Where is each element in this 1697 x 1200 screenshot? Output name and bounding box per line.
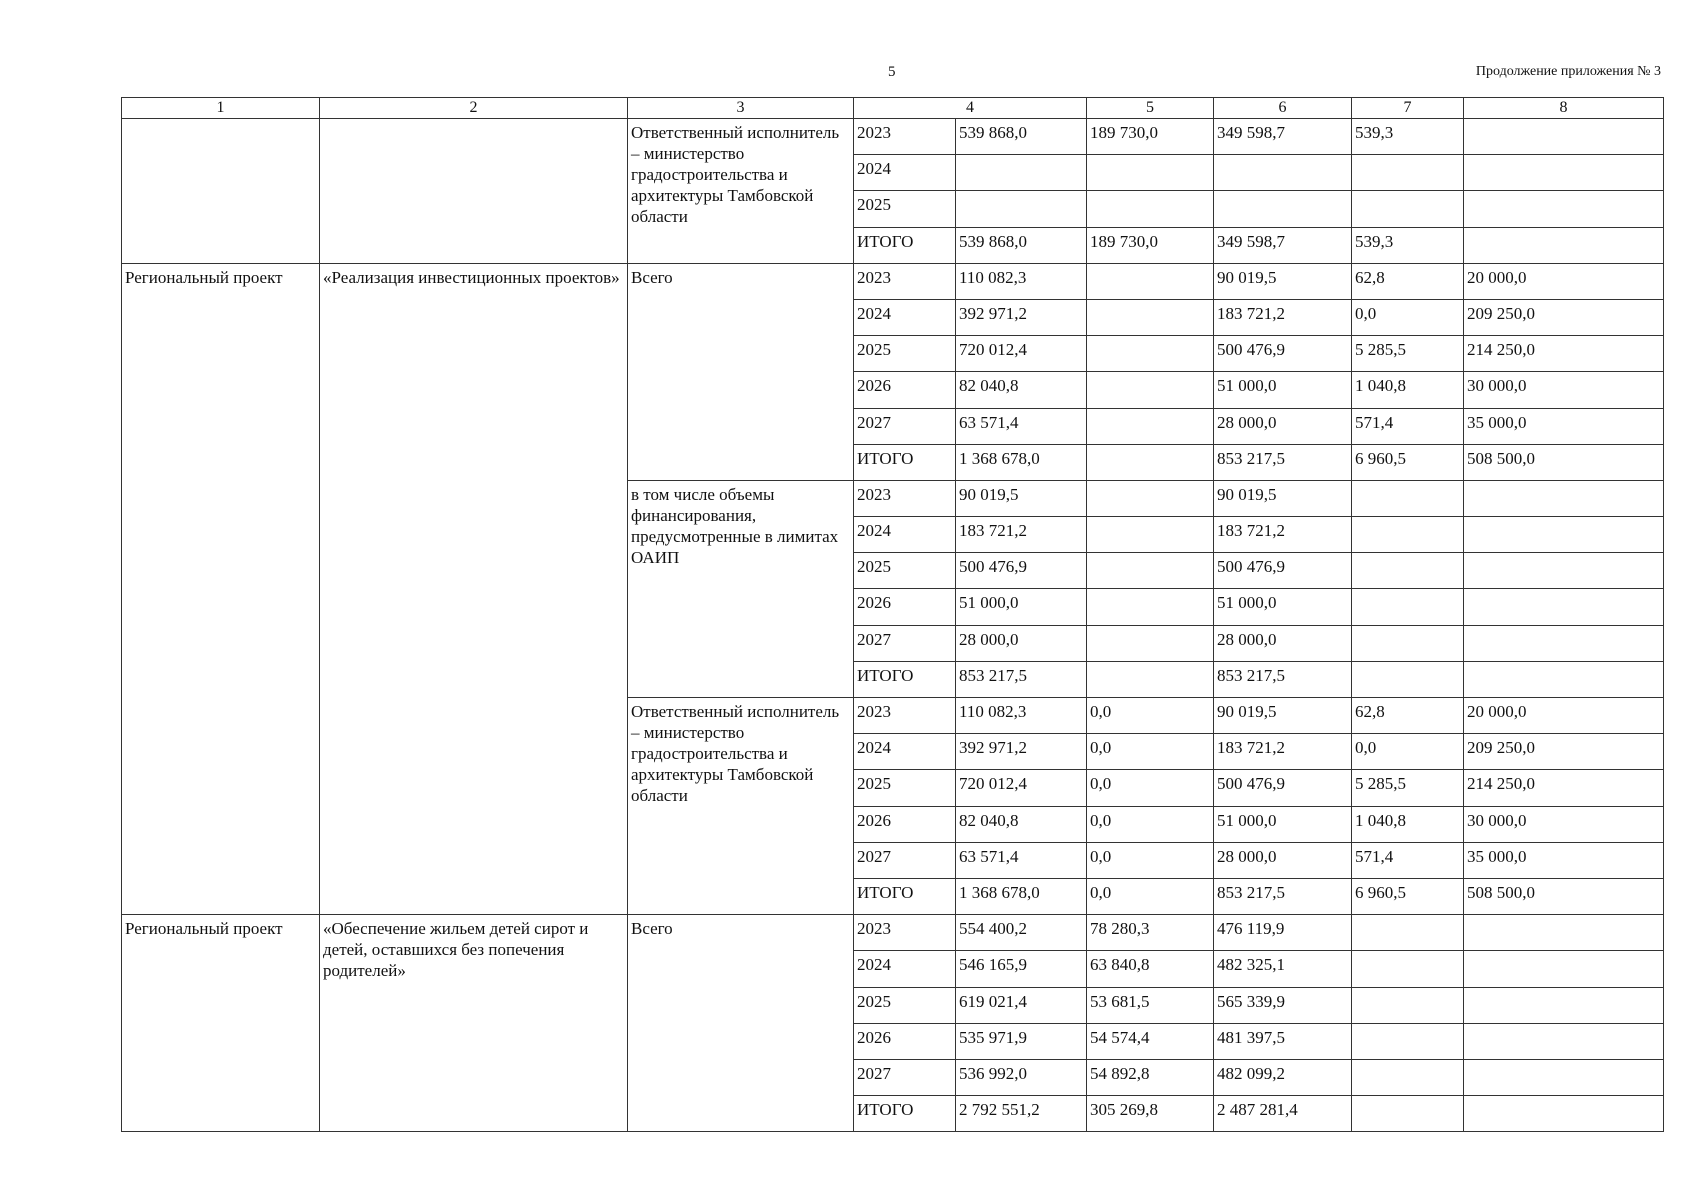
value-cell-8 [1464, 1059, 1664, 1095]
value-cell-6: 853 217,5 [1214, 661, 1352, 697]
year-cell: 2024 [854, 734, 956, 770]
year-cell: 2027 [854, 1059, 956, 1095]
value-cell-7: 0,0 [1352, 734, 1464, 770]
year-cell: ИТОГО [854, 878, 956, 914]
year-cell: 2027 [854, 408, 956, 444]
year-cell: 2026 [854, 372, 956, 408]
value-cell-7 [1352, 625, 1464, 661]
project-name-cell [320, 119, 628, 264]
column-header: 8 [1464, 98, 1664, 119]
funding-category-cell: Всего [628, 263, 854, 480]
value-cell-5: 78 280,3 [1087, 915, 1214, 951]
value-cell-7: 6 960,5 [1352, 444, 1464, 480]
value-cell-5 [1087, 191, 1214, 227]
value-cell-6 [1214, 191, 1352, 227]
value-cell-7 [1352, 155, 1464, 191]
year-cell: 2025 [854, 553, 956, 589]
value-cell-6: 482 325,1 [1214, 951, 1352, 987]
table-row [122, 119, 1664, 155]
value-cell-8 [1464, 553, 1664, 589]
value-cell-5 [1087, 589, 1214, 625]
value-cell-5: 54 574,4 [1087, 1023, 1214, 1059]
value-cell-7: 1 040,8 [1352, 806, 1464, 842]
year-cell: 2027 [854, 842, 956, 878]
value-cell-6: 565 339,9 [1214, 987, 1352, 1023]
value-cell-5: 0,0 [1087, 878, 1214, 914]
value-cell-7 [1352, 480, 1464, 516]
year-cell: 2025 [854, 770, 956, 806]
value-cell-5: 0,0 [1087, 842, 1214, 878]
project-type-cell [122, 119, 320, 264]
value-cell-5: 0,0 [1087, 698, 1214, 734]
year-cell: 2027 [854, 625, 956, 661]
value-cell-8 [1464, 517, 1664, 553]
value-cell-5 [1087, 408, 1214, 444]
year-cell: 2025 [854, 987, 956, 1023]
value-cell-7 [1352, 589, 1464, 625]
column-header: 7 [1352, 98, 1464, 119]
total-cell [956, 155, 1087, 191]
year-cell: 2026 [854, 1023, 956, 1059]
year-cell: 2025 [854, 336, 956, 372]
table-body [122, 119, 1664, 1132]
total-cell: 110 082,3 [956, 698, 1087, 734]
value-cell-6: 51 000,0 [1214, 806, 1352, 842]
value-cell-8: 35 000,0 [1464, 408, 1664, 444]
value-cell-6: 853 217,5 [1214, 878, 1352, 914]
funding-category-cell: Ответственный исполнитель – министерство градостроительства и архитектуры Тамбовской области [628, 119, 854, 264]
value-cell-8: 209 250,0 [1464, 299, 1664, 335]
year-cell: ИТОГО [854, 227, 956, 263]
total-cell: 554 400,2 [956, 915, 1087, 951]
year-cell: 2023 [854, 480, 956, 516]
total-cell: 82 040,8 [956, 806, 1087, 842]
column-header: 4 [854, 98, 1087, 119]
value-cell-6: 28 000,0 [1214, 408, 1352, 444]
value-cell-6: 482 099,2 [1214, 1059, 1352, 1095]
column-header: 2 [320, 98, 628, 119]
value-cell-5 [1087, 155, 1214, 191]
value-cell-7 [1352, 1096, 1464, 1132]
value-cell-5 [1087, 661, 1214, 697]
value-cell-8 [1464, 119, 1664, 155]
total-cell: 392 971,2 [956, 734, 1087, 770]
value-cell-7: 539,3 [1352, 119, 1464, 155]
value-cell-6: 90 019,5 [1214, 698, 1352, 734]
total-cell [956, 191, 1087, 227]
value-cell-5 [1087, 444, 1214, 480]
total-cell: 90 019,5 [956, 480, 1087, 516]
value-cell-5 [1087, 336, 1214, 372]
value-cell-8 [1464, 227, 1664, 263]
value-cell-8: 20 000,0 [1464, 698, 1664, 734]
value-cell-5: 54 892,8 [1087, 1059, 1214, 1095]
value-cell-6: 500 476,9 [1214, 770, 1352, 806]
value-cell-7: 539,3 [1352, 227, 1464, 263]
value-cell-7 [1352, 517, 1464, 553]
total-cell: 2 792 551,2 [956, 1096, 1087, 1132]
year-cell: 2025 [854, 191, 956, 227]
value-cell-5: 63 840,8 [1087, 951, 1214, 987]
value-cell-8: 209 250,0 [1464, 734, 1664, 770]
year-cell: ИТОГО [854, 1096, 956, 1132]
value-cell-8 [1464, 661, 1664, 697]
value-cell-7 [1352, 987, 1464, 1023]
value-cell-6: 183 721,2 [1214, 734, 1352, 770]
value-cell-5 [1087, 299, 1214, 335]
year-cell: 2024 [854, 517, 956, 553]
value-cell-7 [1352, 1059, 1464, 1095]
year-cell: ИТОГО [854, 444, 956, 480]
value-cell-7 [1352, 1023, 1464, 1059]
value-cell-6: 349 598,7 [1214, 119, 1352, 155]
value-cell-5: 189 730,0 [1087, 227, 1214, 263]
value-cell-8 [1464, 589, 1664, 625]
value-cell-6: 90 019,5 [1214, 480, 1352, 516]
value-cell-5: 0,0 [1087, 734, 1214, 770]
value-cell-7 [1352, 951, 1464, 987]
value-cell-7: 0,0 [1352, 299, 1464, 335]
value-cell-7 [1352, 661, 1464, 697]
value-cell-8 [1464, 1096, 1664, 1132]
value-cell-6: 28 000,0 [1214, 842, 1352, 878]
value-cell-8: 20 000,0 [1464, 263, 1664, 299]
value-cell-6: 28 000,0 [1214, 625, 1352, 661]
year-cell: 2023 [854, 915, 956, 951]
value-cell-5 [1087, 517, 1214, 553]
column-header: 5 [1087, 98, 1214, 119]
funding-category-cell: в том числе объемы финансирования, предусмотренные в лимитах ОАИП [628, 480, 854, 697]
value-cell-8 [1464, 480, 1664, 516]
value-cell-6: 2 487 281,4 [1214, 1096, 1352, 1132]
project-name-cell: «Обеспечение жильем детей сирот и детей, оставшихся без попечения родителей» [320, 915, 628, 1132]
year-cell: 2026 [854, 589, 956, 625]
year-cell: 2023 [854, 698, 956, 734]
value-cell-7: 5 285,5 [1352, 770, 1464, 806]
value-cell-8 [1464, 915, 1664, 951]
year-cell: 2024 [854, 299, 956, 335]
value-cell-8: 508 500,0 [1464, 878, 1664, 914]
value-cell-7: 571,4 [1352, 842, 1464, 878]
value-cell-8 [1464, 1023, 1664, 1059]
value-cell-8: 214 250,0 [1464, 770, 1664, 806]
financing-table [121, 97, 1664, 1132]
total-cell: 853 217,5 [956, 661, 1087, 697]
value-cell-8: 35 000,0 [1464, 842, 1664, 878]
value-cell-8 [1464, 191, 1664, 227]
column-header: 1 [122, 98, 320, 119]
year-cell: 2026 [854, 806, 956, 842]
value-cell-7 [1352, 915, 1464, 951]
value-cell-5: 0,0 [1087, 770, 1214, 806]
value-cell-7: 5 285,5 [1352, 336, 1464, 372]
total-cell: 536 992,0 [956, 1059, 1087, 1095]
column-header: 6 [1214, 98, 1352, 119]
value-cell-6: 183 721,2 [1214, 299, 1352, 335]
value-cell-8: 508 500,0 [1464, 444, 1664, 480]
value-cell-6: 349 598,7 [1214, 227, 1352, 263]
value-cell-6: 476 119,9 [1214, 915, 1352, 951]
total-cell: 546 165,9 [956, 951, 1087, 987]
value-cell-5: 305 269,8 [1087, 1096, 1214, 1132]
value-cell-8: 30 000,0 [1464, 372, 1664, 408]
table-row [122, 915, 1664, 951]
value-cell-6: 481 397,5 [1214, 1023, 1352, 1059]
value-cell-8 [1464, 987, 1664, 1023]
value-cell-6: 500 476,9 [1214, 336, 1352, 372]
year-cell: 2024 [854, 951, 956, 987]
value-cell-5: 189 730,0 [1087, 119, 1214, 155]
total-cell: 63 571,4 [956, 408, 1087, 444]
value-cell-5 [1087, 625, 1214, 661]
total-cell: 1 368 678,0 [956, 878, 1087, 914]
total-cell: 392 971,2 [956, 299, 1087, 335]
total-cell: 500 476,9 [956, 553, 1087, 589]
year-cell: 2023 [854, 263, 956, 299]
value-cell-6: 500 476,9 [1214, 553, 1352, 589]
value-cell-7: 62,8 [1352, 698, 1464, 734]
column-header: 3 [628, 98, 854, 119]
project-name-cell: «Реализация инвестиционных проектов» [320, 263, 628, 914]
project-type-cell: Региональный проект [122, 915, 320, 1132]
table-row [122, 263, 1664, 299]
value-cell-7 [1352, 553, 1464, 589]
total-cell: 720 012,4 [956, 336, 1087, 372]
total-cell: 82 040,8 [956, 372, 1087, 408]
value-cell-8 [1464, 625, 1664, 661]
value-cell-6: 51 000,0 [1214, 372, 1352, 408]
value-cell-8 [1464, 951, 1664, 987]
value-cell-5 [1087, 480, 1214, 516]
year-cell: 2023 [854, 119, 956, 155]
continuation-caption: Продолжение приложения № 3 [1475, 64, 1661, 79]
value-cell-7: 571,4 [1352, 408, 1464, 444]
value-cell-5 [1087, 553, 1214, 589]
value-cell-7 [1352, 191, 1464, 227]
project-type-cell: Региональный проект [122, 263, 320, 914]
value-cell-7: 1 040,8 [1352, 372, 1464, 408]
page-number: 5 [888, 64, 896, 80]
total-cell: 539 868,0 [956, 119, 1087, 155]
value-cell-6: 51 000,0 [1214, 589, 1352, 625]
total-cell: 51 000,0 [956, 589, 1087, 625]
funding-category-cell: Ответственный исполнитель – министерство градостроительства и архитектуры Тамбовской области [628, 698, 854, 915]
total-cell: 110 082,3 [956, 263, 1087, 299]
value-cell-7: 62,8 [1352, 263, 1464, 299]
year-cell: ИТОГО [854, 661, 956, 697]
total-cell: 539 868,0 [956, 227, 1087, 263]
total-cell: 619 021,4 [956, 987, 1087, 1023]
total-cell: 720 012,4 [956, 770, 1087, 806]
value-cell-6: 853 217,5 [1214, 444, 1352, 480]
total-cell: 535 971,9 [956, 1023, 1087, 1059]
total-cell: 1 368 678,0 [956, 444, 1087, 480]
value-cell-8 [1464, 155, 1664, 191]
funding-category-cell: Всего [628, 915, 854, 1132]
total-cell: 28 000,0 [956, 625, 1087, 661]
total-cell: 183 721,2 [956, 517, 1087, 553]
value-cell-8: 30 000,0 [1464, 806, 1664, 842]
value-cell-5 [1087, 372, 1214, 408]
value-cell-5 [1087, 263, 1214, 299]
column-number-row [122, 98, 1664, 119]
value-cell-8: 214 250,0 [1464, 336, 1664, 372]
value-cell-5: 53 681,5 [1087, 987, 1214, 1023]
value-cell-7: 6 960,5 [1352, 878, 1464, 914]
value-cell-5: 0,0 [1087, 806, 1214, 842]
value-cell-6 [1214, 155, 1352, 191]
value-cell-6: 90 019,5 [1214, 263, 1352, 299]
total-cell: 63 571,4 [956, 842, 1087, 878]
year-cell: 2024 [854, 155, 956, 191]
value-cell-6: 183 721,2 [1214, 517, 1352, 553]
